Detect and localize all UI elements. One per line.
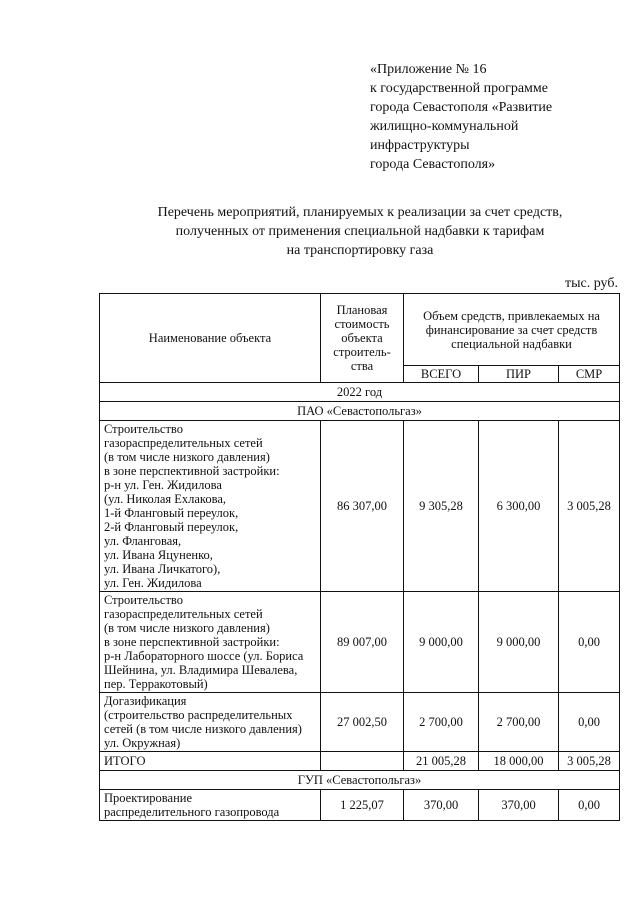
header-name: Наименование объекта <box>100 294 321 383</box>
total-funds: 370,00 <box>404 790 479 821</box>
title-line: полученных от применения специальной надбавки к тарифам <box>175 224 545 239</box>
planned-cost: 86 307,00 <box>321 421 404 592</box>
total-planned-empty <box>321 752 404 771</box>
object-line: р-н Лабораторного шоссе (ул. Бориса <box>104 649 304 663</box>
planned-cost: 89 007,00 <box>321 592 404 693</box>
object-line: распределительного газопровода <box>104 805 280 819</box>
org-label: ПАО «Севастопольгаз» <box>100 402 620 421</box>
object-line: ул. Фланговая, <box>104 534 182 548</box>
object-line: пер. Терракотовый) <box>104 677 208 691</box>
object-name <box>100 592 321 693</box>
object-line: в зоне перспективной застройки: <box>104 635 280 649</box>
header-funding: Объем средств, привлекаемых на финансирование за счет средств специальной надбавки <box>404 294 620 366</box>
appendix-block <box>370 60 620 174</box>
planned-cost: 27 002,50 <box>321 693 404 752</box>
appendix-line: «Приложение № 16 <box>370 62 487 77</box>
table-row <box>100 693 620 752</box>
header-row <box>100 294 620 366</box>
object-line: ул. Окружная) <box>104 736 181 750</box>
org-label: ГУП «Севастопольгаз» <box>100 771 620 790</box>
total-funds: 9 305,28 <box>404 421 479 592</box>
object-name <box>100 421 321 592</box>
table-row <box>100 790 620 821</box>
object-line: газораспределительных сетей <box>104 607 263 621</box>
object-line: (ул. Николая Ехлакова, <box>104 492 227 506</box>
appendix-line: инфраструктуры <box>370 138 470 153</box>
object-name <box>100 790 321 821</box>
object-line: ул. Ген. Жидилова <box>104 576 202 590</box>
org-row <box>100 402 620 421</box>
appendix-line: жилищно-коммунальной <box>370 119 519 134</box>
object-line: 2-й Фланговый переулок, <box>104 520 239 534</box>
table-row <box>100 592 620 693</box>
total-funds: 9 000,00 <box>404 592 479 693</box>
header-total: ВСЕГО <box>404 366 479 383</box>
object-name <box>100 693 321 752</box>
object-line: (строительство распределительных <box>104 708 293 722</box>
object-line: ул. Ивана Личкатого), <box>104 562 221 576</box>
pir-funds: 6 300,00 <box>479 421 559 592</box>
units-label: тыс. руб. <box>565 276 618 291</box>
title-line: Перечень мероприятий, планируемых к реализации за счет средств, <box>157 205 563 220</box>
header-smr: СМР <box>559 366 620 383</box>
object-line: в зоне перспективной застройки: <box>104 464 280 478</box>
object-line: сетей (в том числе низкого давления) <box>104 722 302 736</box>
object-line: Строительство <box>104 422 184 436</box>
object-line: р-н ул. Ген. Жидилова <box>104 478 222 492</box>
object-line: Шейнина, ул. Владимира Шевалева, <box>104 663 298 677</box>
object-line: Догазификация <box>104 694 187 708</box>
year-row <box>100 383 620 402</box>
table-row <box>100 421 620 592</box>
object-line: газораспределительных сетей <box>104 436 263 450</box>
total-smr: 3 005,28 <box>559 752 620 771</box>
org-row <box>100 771 620 790</box>
title-line: на транспортировку газа <box>286 243 434 258</box>
object-line: Строительство <box>104 593 184 607</box>
header-pir: ПИР <box>479 366 559 383</box>
object-line: ул. Ивана Яцуненко, <box>104 548 213 562</box>
object-line: Проектирование <box>104 791 193 805</box>
appendix-line: к государственной программе <box>370 81 548 96</box>
smr-funds: 3 005,28 <box>559 421 620 592</box>
pir-funds: 9 000,00 <box>479 592 559 693</box>
smr-funds: 0,00 <box>559 693 620 752</box>
year-label: 2022 год <box>100 383 620 402</box>
document-title <box>120 203 600 260</box>
smr-funds: 0,00 <box>559 790 620 821</box>
appendix-line: города Севастополя «Развитие <box>370 100 553 115</box>
smr-funds: 0,00 <box>559 592 620 693</box>
appendix-line: города Севастополя» <box>370 157 496 172</box>
object-line: (в том числе низкого давления) <box>104 621 270 635</box>
pir-funds: 2 700,00 <box>479 693 559 752</box>
object-line: (в том числе низкого давления) <box>104 450 270 464</box>
object-line: 1-й Фланговый переулок, <box>104 506 239 520</box>
header-planned-cost: Плановая стоимость объекта строитель-ства <box>321 294 404 383</box>
pir-funds: 370,00 <box>479 790 559 821</box>
total-funds: 2 700,00 <box>404 693 479 752</box>
measures-table <box>99 293 620 821</box>
total-pir: 18 000,00 <box>479 752 559 771</box>
total-row <box>100 752 620 771</box>
total-funds: 21 005,28 <box>404 752 479 771</box>
planned-cost: 1 225,07 <box>321 790 404 821</box>
total-label: ИТОГО <box>100 752 321 771</box>
